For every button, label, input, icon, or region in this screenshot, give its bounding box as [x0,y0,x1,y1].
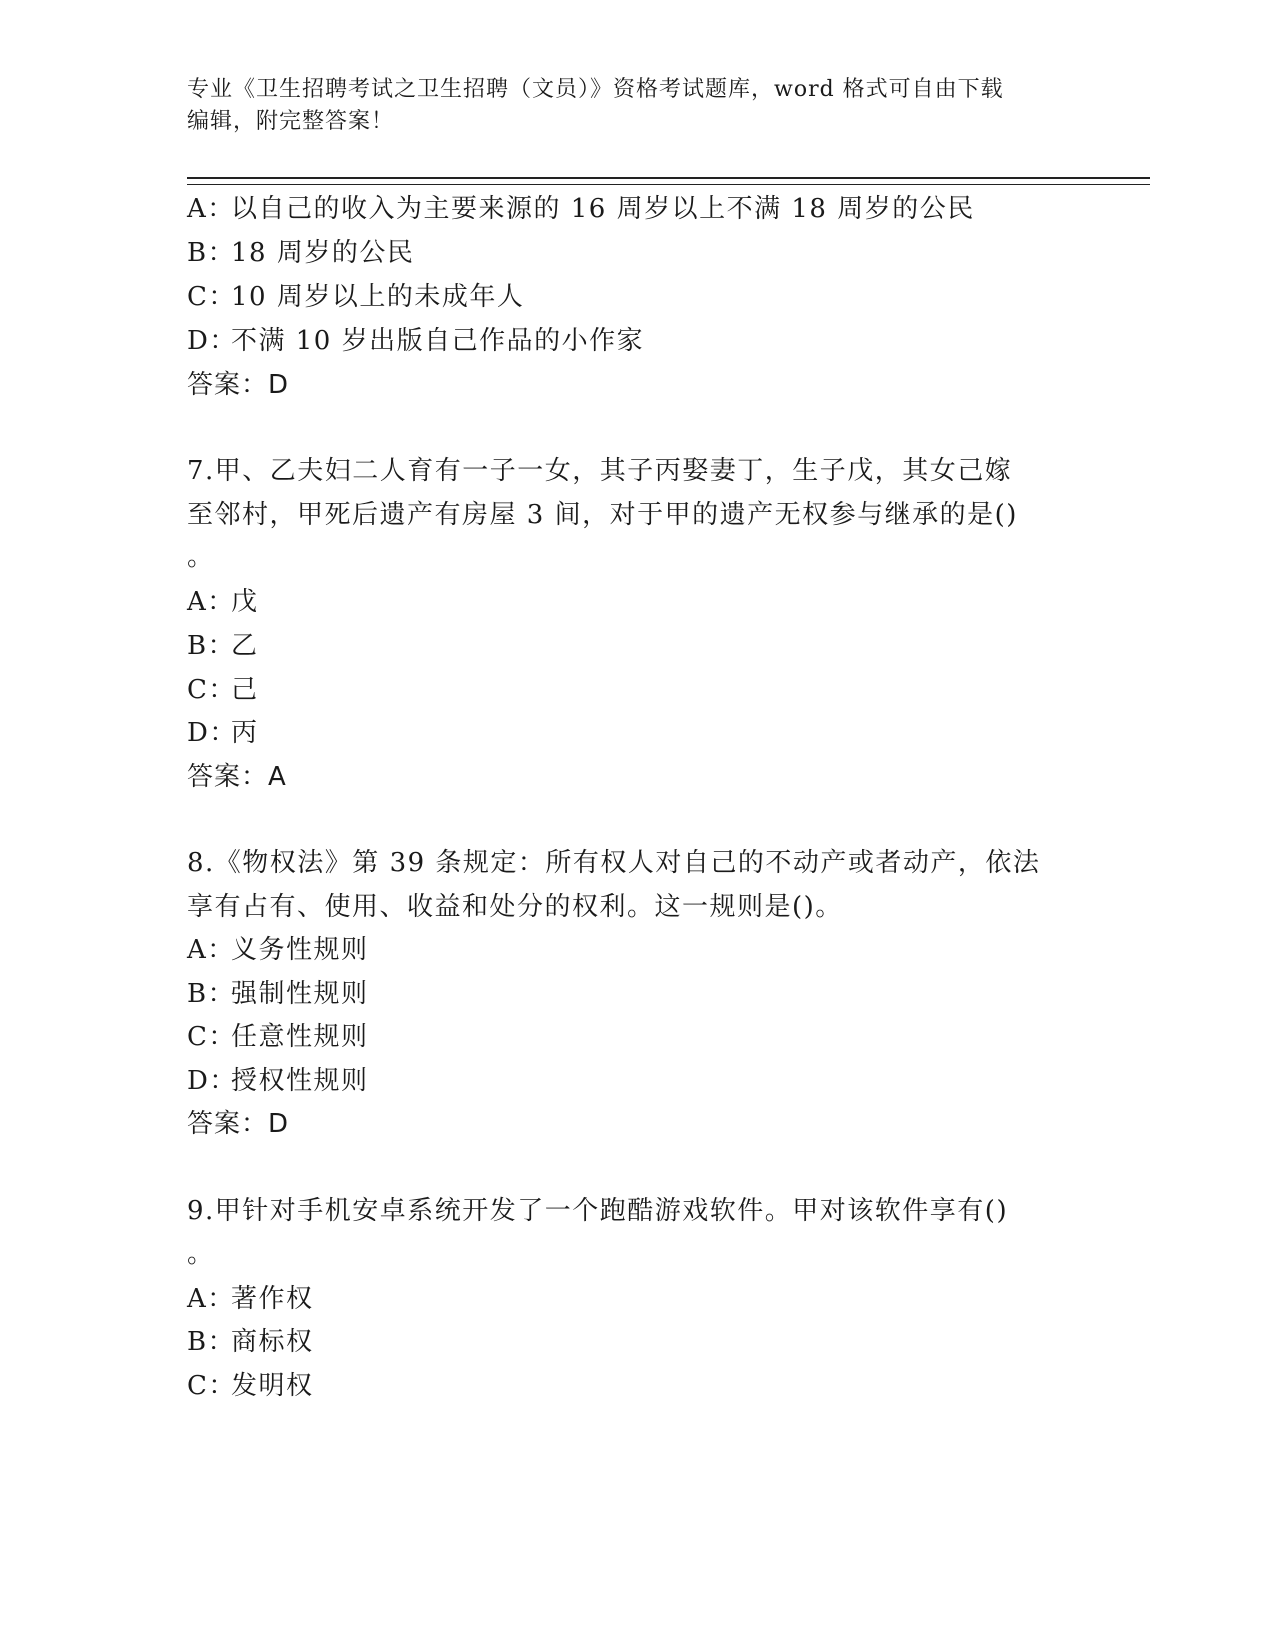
q7-answer [187,760,286,794]
q7-option-c [187,673,259,707]
q6-option-d [187,324,644,358]
option-key: A： [187,935,235,965]
option-text: 商标权 [231,1327,314,1357]
header-divider-thick [187,177,1150,179]
header-divider-thin [187,184,1150,185]
option-text: 以自己的收入为主要来源的 16 周岁以上不满 18 周岁的公民 [231,194,975,224]
option-text: 不满 10 岁出版自己作品的小作家 [231,326,645,356]
q7-option-d [187,716,259,750]
q6-option-c [187,280,524,314]
option-text: 乙 [231,631,259,661]
option-text: 义务性规则 [231,935,369,965]
answer-value: D [268,370,289,400]
answer-value: D [268,1109,289,1139]
q9-option-c [187,1369,314,1403]
option-text: 发明权 [231,1371,314,1401]
q8-option-b [187,977,369,1011]
option-text: 戊 [231,587,259,617]
answer-label: 答案： [187,1109,269,1139]
q8-option-d [187,1064,369,1098]
answer-label: 答案： [187,762,269,792]
option-text: 授权性规则 [231,1066,369,1096]
q7-stem-line-3: 。 [187,542,215,572]
q8-answer [187,1107,289,1141]
option-key: C： [187,1022,236,1052]
answer-label: 答案： [187,370,269,400]
q8-stem-line-2: 享有占有、使用、收益和处分的权利。这一规则是()。 [187,892,843,922]
q7-option-a [187,585,259,619]
document-header [187,74,1067,138]
q7-stem-line-1: 7.甲、乙夫妇二人育有一子一女，其子丙娶妻丁，生子戊，其女己嫁 [187,456,1013,486]
q8-option-c [187,1020,369,1054]
option-key: A： [187,1284,235,1314]
q9-stem-line-1: 9.甲针对手机安卓系统开发了一个跑酷游戏软件。甲对该软件享有() [187,1196,1009,1226]
q6-answer [187,368,289,402]
q8-stem-line-1: 8.《物权法》第 39 条规定：所有权人对自己的不动产或者动产，依法 [187,848,1041,878]
q9-option-b [187,1325,314,1359]
header-line-2: 编辑，附完整答案！ [187,109,395,134]
option-text: 丙 [231,718,259,748]
option-key: C： [187,1371,236,1401]
q6-option-b [187,236,414,270]
option-text: 18 周岁的公民 [231,238,415,268]
q9-stem-line-2: 。 [187,1239,215,1269]
option-key: A： [187,587,235,617]
option-key: C： [187,282,236,312]
q7-option-b [187,629,259,663]
option-key: B： [187,979,236,1009]
option-key: C： [187,675,236,705]
q8-option-a [187,933,369,967]
option-text: 著作权 [231,1284,314,1314]
option-key: D： [187,326,237,356]
header-line-1: 专业《卫生招聘考试之卫生招聘（文员）》资格考试题库，word 格式可自由下载 [187,77,1004,102]
q6-option-a [187,192,975,226]
option-key: D： [187,1066,237,1096]
option-key: D： [187,718,237,748]
option-key: A： [187,194,235,224]
option-text: 10 周岁以上的未成年人 [231,282,525,312]
option-text: 强制性规则 [231,979,369,1009]
option-text: 任意性规则 [231,1022,369,1052]
answer-value: A [268,762,287,792]
option-text: 己 [231,675,259,705]
q9-option-a [187,1282,314,1316]
q7-stem-line-2: 至邻村，甲死后遗产有房屋 3 间，对于甲的遗产无权参与继承的是() [187,500,1018,530]
option-key: B： [187,1327,236,1357]
option-key: B： [187,238,236,268]
option-key: B： [187,631,236,661]
